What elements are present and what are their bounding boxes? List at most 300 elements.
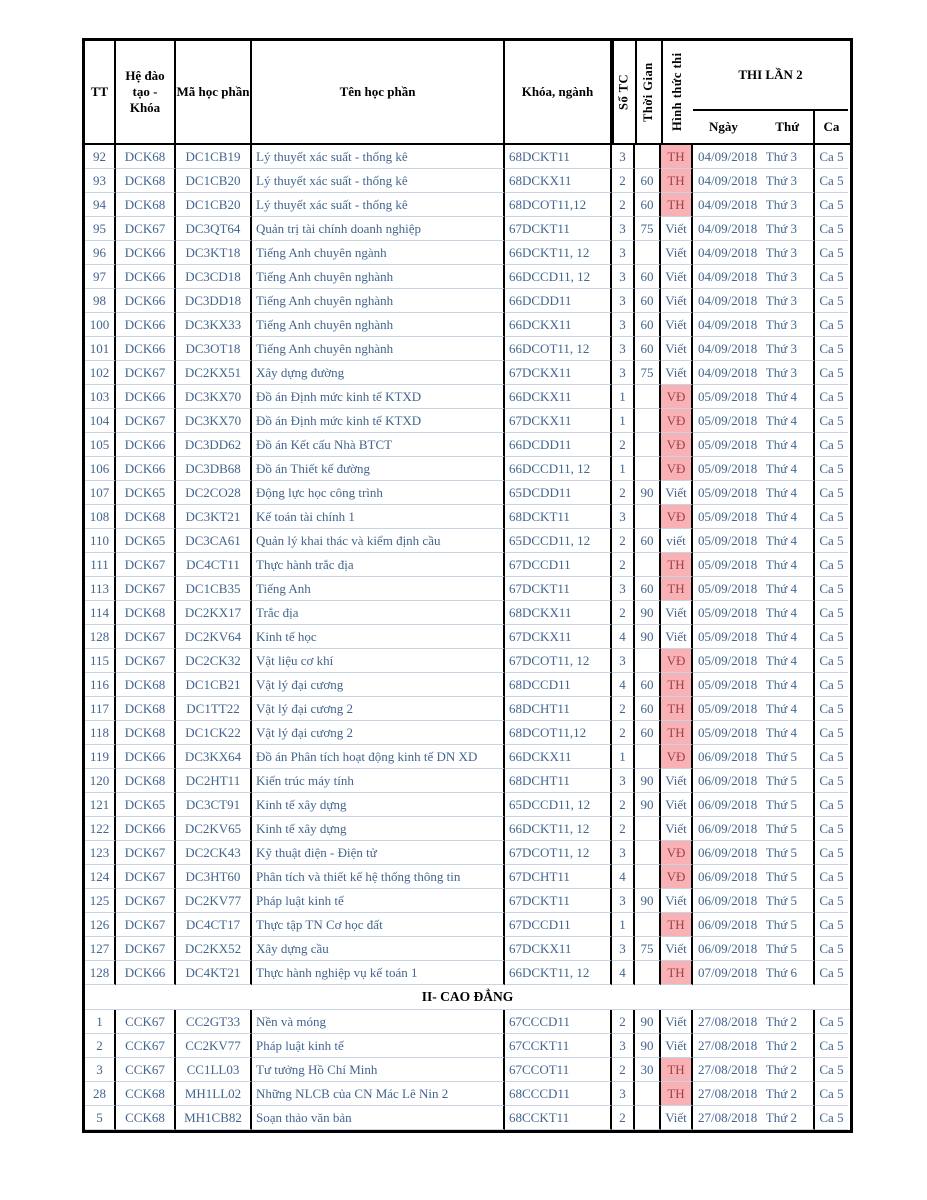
row-thu: Thứ 5 [765, 748, 797, 764]
row-ma-hoc-phan: DC1CB20 [176, 169, 252, 193]
row-hinh-thuc-thi: TH [661, 913, 693, 937]
row-thu: Thứ 3 [765, 316, 797, 332]
row-he-dao-tao: DCK65 [116, 529, 176, 553]
row-khoa-nganh: 68DCOT11,12 [505, 193, 612, 217]
row-thu: Thứ 4 [765, 532, 797, 548]
table-row [85, 793, 850, 817]
row-ngay-thu [693, 241, 815, 265]
row-so-tc: 3 [612, 841, 635, 865]
row-khoa-nganh: 68CCCD11 [505, 1082, 612, 1106]
row-ca: Ca 5 [815, 265, 848, 289]
row-ca: Ca 5 [815, 433, 848, 457]
row-khoa-nganh: 66DCDD11 [505, 433, 612, 457]
row-thu: Thứ 5 [765, 916, 797, 932]
row-khoa-nganh: 68DCOT11,12 [505, 721, 612, 745]
row-thoi-gian: 75 [635, 361, 661, 385]
row-thu: Thứ 4 [765, 556, 797, 572]
row-ngay-thu [693, 217, 815, 241]
row-tt: 96 [85, 241, 116, 265]
row-ngay: 04/09/2018 [698, 196, 758, 212]
row-ten-hoc-phan: Kinh tế xây dựng [252, 793, 505, 817]
row-ca: Ca 5 [815, 169, 848, 193]
table-row [85, 433, 850, 457]
row-ngay-thu [693, 289, 815, 313]
row-ma-hoc-phan: DC1CK22 [176, 721, 252, 745]
row-he-dao-tao: DCK67 [116, 649, 176, 673]
row-hinh-thuc-thi: VĐ [661, 385, 693, 409]
table-body [85, 145, 850, 1130]
row-hinh-thuc-thi: Viết [661, 937, 693, 961]
row-ngay-thu [693, 1058, 815, 1082]
row-hinh-thuc-thi: TH [661, 145, 693, 169]
row-so-tc: 4 [612, 673, 635, 697]
row-so-tc: 3 [612, 265, 635, 289]
row-thoi-gian: 90 [635, 625, 661, 649]
row-tt: 113 [85, 577, 116, 601]
row-ngay: 05/09/2018 [698, 556, 758, 572]
header-ca: Ca [823, 118, 840, 134]
row-so-tc: 1 [612, 385, 635, 409]
row-ngay-thu [693, 625, 815, 649]
row-tt: 124 [85, 865, 116, 889]
row-so-tc: 3 [612, 937, 635, 961]
row-so-tc: 2 [612, 1010, 635, 1034]
row-ngay-thu [693, 145, 815, 169]
row-khoa-nganh: 68DCHT11 [505, 697, 612, 721]
row-khoa-nganh: 67DCCD11 [505, 553, 612, 577]
row-thoi-gian [635, 649, 661, 673]
row-ngay-thu [693, 529, 815, 553]
row-ca: Ca 5 [815, 1106, 848, 1130]
row-khoa-nganh: 65DCDD11 [505, 481, 612, 505]
row-hinh-thuc-thi: VĐ [661, 745, 693, 769]
row-thoi-gian: 75 [635, 217, 661, 241]
row-hinh-thuc-thi: TH [661, 553, 693, 577]
row-he-dao-tao: DCK67 [116, 577, 176, 601]
row-so-tc: 4 [612, 865, 635, 889]
row-tt: 105 [85, 433, 116, 457]
row-ma-hoc-phan: DC2KV64 [176, 625, 252, 649]
row-ngay-thu [693, 961, 815, 985]
row-so-tc: 3 [612, 361, 635, 385]
row-thu: Thứ 4 [765, 388, 797, 404]
row-ngay: 05/09/2018 [698, 388, 758, 404]
table-row [85, 577, 850, 601]
row-thu: Thứ 4 [765, 484, 797, 500]
row-he-dao-tao: DCK68 [116, 505, 176, 529]
table-row [85, 649, 850, 673]
row-thoi-gian [635, 817, 661, 841]
row-ngay: 04/09/2018 [698, 316, 758, 332]
row-tt: 119 [85, 745, 116, 769]
row-thoi-gian [635, 745, 661, 769]
row-ngay: 06/09/2018 [698, 892, 758, 908]
row-thu: Thứ 4 [765, 436, 797, 452]
row-he-dao-tao: DCK67 [116, 361, 176, 385]
row-ca: Ca 5 [815, 505, 848, 529]
table-row [85, 481, 850, 505]
header-ngay-thu [693, 111, 815, 143]
row-tt: 2 [85, 1034, 116, 1058]
row-khoa-nganh: 67DCCD11 [505, 913, 612, 937]
row-ca: Ca 5 [815, 793, 848, 817]
row-ngay: 27/08/2018 [698, 1061, 758, 1077]
row-thu: Thứ 4 [765, 412, 797, 428]
row-he-dao-tao: CCK67 [116, 1058, 176, 1082]
row-ngay: 06/09/2018 [698, 868, 758, 884]
row-ngay-thu [693, 1106, 815, 1130]
row-ten-hoc-phan: Vật lý đại cương [252, 673, 505, 697]
row-so-tc: 2 [612, 817, 635, 841]
row-so-tc: 1 [612, 913, 635, 937]
row-ngay-thu [693, 505, 815, 529]
row-khoa-nganh: 67DCKX11 [505, 937, 612, 961]
row-so-tc: 3 [612, 577, 635, 601]
row-tt: 121 [85, 793, 116, 817]
row-tt: 116 [85, 673, 116, 697]
row-thoi-gian: 60 [635, 673, 661, 697]
row-he-dao-tao: DCK68 [116, 601, 176, 625]
row-ma-hoc-phan: DC3KT21 [176, 505, 252, 529]
row-ten-hoc-phan: Trắc địa [252, 601, 505, 625]
row-ngay: 05/09/2018 [698, 700, 758, 716]
row-khoa-nganh: 68DCCD11 [505, 673, 612, 697]
row-ten-hoc-phan: Tiếng Anh chuyên nghành [252, 337, 505, 361]
row-khoa-nganh: 66DCKX11 [505, 385, 612, 409]
row-ma-hoc-phan: DC3QT64 [176, 217, 252, 241]
row-ma-hoc-phan: DC3CD18 [176, 265, 252, 289]
header-ngay: Ngày [709, 118, 738, 134]
table-row [85, 193, 850, 217]
row-ngay-thu [693, 817, 815, 841]
row-ngay-thu [693, 265, 815, 289]
row-ngay-thu [693, 361, 815, 385]
row-thu: Thứ 4 [765, 580, 797, 596]
row-ngay: 05/09/2018 [698, 580, 758, 596]
row-thoi-gian: 90 [635, 793, 661, 817]
row-tt: 101 [85, 337, 116, 361]
row-ngay-thu [693, 313, 815, 337]
row-ma-hoc-phan: DC2KX17 [176, 601, 252, 625]
row-thoi-gian [635, 385, 661, 409]
row-khoa-nganh: 65DCCD11, 12 [505, 793, 612, 817]
table-row [85, 241, 850, 265]
row-tt: 128 [85, 961, 116, 985]
row-ngay-thu [693, 577, 815, 601]
row-ngay-thu [693, 1082, 815, 1106]
row-ten-hoc-phan: Thực hành trắc địa [252, 553, 505, 577]
row-ca: Ca 5 [815, 145, 848, 169]
row-thu: Thứ 4 [765, 460, 797, 476]
header-ma-hoc-phan: Mã học phần [176, 41, 252, 143]
row-ten-hoc-phan: Quản trị tài chính doanh nghiệp [252, 217, 505, 241]
row-ca: Ca 5 [815, 769, 848, 793]
row-hinh-thuc-thi: TH [661, 1082, 693, 1106]
row-ngay: 05/09/2018 [698, 412, 758, 428]
row-ngay-thu [693, 457, 815, 481]
row-khoa-nganh: 66DCCD11, 12 [505, 265, 612, 289]
row-ngay-thu [693, 649, 815, 673]
row-thu: Thứ 5 [765, 772, 797, 788]
row-thoi-gian: 60 [635, 697, 661, 721]
row-he-dao-tao: DCK67 [116, 553, 176, 577]
row-ma-hoc-phan: DC3OT18 [176, 337, 252, 361]
header-khoa-nganh: Khóa, ngành [505, 41, 612, 143]
row-hinh-thuc-thi: VĐ [661, 409, 693, 433]
row-thoi-gian: 60 [635, 169, 661, 193]
row-he-dao-tao: DCK68 [116, 673, 176, 697]
row-khoa-nganh: 67CCCD11 [505, 1010, 612, 1034]
row-he-dao-tao: DCK67 [116, 889, 176, 913]
row-so-tc: 2 [612, 529, 635, 553]
row-thu: Thứ 4 [765, 604, 797, 620]
row-he-dao-tao: DCK68 [116, 169, 176, 193]
row-so-tc: 2 [612, 1058, 635, 1082]
table-row [85, 265, 850, 289]
row-tt: 108 [85, 505, 116, 529]
row-ten-hoc-phan: Tư tưởng Hồ Chí Minh [252, 1058, 505, 1082]
row-khoa-nganh: 66DCKX11 [505, 313, 612, 337]
row-ten-hoc-phan: Pháp luật kinh tế [252, 1034, 505, 1058]
row-thu: Thứ 4 [765, 508, 797, 524]
row-he-dao-tao: DCK68 [116, 769, 176, 793]
row-ca: Ca 5 [815, 913, 848, 937]
row-so-tc: 2 [612, 793, 635, 817]
section-header-row [85, 985, 850, 1010]
row-tt: 125 [85, 889, 116, 913]
row-khoa-nganh: 65DCCD11, 12 [505, 529, 612, 553]
row-thoi-gian: 60 [635, 289, 661, 313]
row-so-tc: 3 [612, 145, 635, 169]
row-tt: 128 [85, 625, 116, 649]
table-row [85, 913, 850, 937]
row-ngay-thu [693, 745, 815, 769]
row-he-dao-tao: DCK66 [116, 313, 176, 337]
row-hinh-thuc-thi: Viết [661, 817, 693, 841]
row-ngay: 05/09/2018 [698, 604, 758, 620]
row-ma-hoc-phan: DC3KT18 [176, 241, 252, 265]
row-ngay-thu [693, 769, 815, 793]
row-ngay: 27/08/2018 [698, 1085, 758, 1101]
row-ca: Ca 5 [815, 625, 848, 649]
row-khoa-nganh: 68CCKT11 [505, 1106, 612, 1130]
row-tt: 95 [85, 217, 116, 241]
row-he-dao-tao: DCK67 [116, 865, 176, 889]
row-ten-hoc-phan: Lý thuyết xác suất - thống kê [252, 193, 505, 217]
row-ten-hoc-phan: Tiếng Anh [252, 577, 505, 601]
row-thoi-gian: 60 [635, 265, 661, 289]
row-hinh-thuc-thi: Viết [661, 313, 693, 337]
row-tt: 97 [85, 265, 116, 289]
row-hinh-thuc-thi: Viết [661, 769, 693, 793]
table-row [85, 865, 850, 889]
row-hinh-thuc-thi: VĐ [661, 505, 693, 529]
row-tt: 104 [85, 409, 116, 433]
row-tt: 110 [85, 529, 116, 553]
row-ngay: 05/09/2018 [698, 628, 758, 644]
row-he-dao-tao: DCK68 [116, 697, 176, 721]
row-ca: Ca 5 [815, 289, 848, 313]
row-thu: Thứ 3 [765, 172, 797, 188]
row-hinh-thuc-thi: TH [661, 721, 693, 745]
row-tt: 92 [85, 145, 116, 169]
row-he-dao-tao: DCK66 [116, 241, 176, 265]
table-row [85, 673, 850, 697]
row-khoa-nganh: 67CCOT11 [505, 1058, 612, 1082]
row-so-tc: 3 [612, 769, 635, 793]
row-ca: Ca 5 [815, 1082, 848, 1106]
row-ngay: 04/09/2018 [698, 148, 758, 164]
row-hinh-thuc-thi: VĐ [661, 433, 693, 457]
row-he-dao-tao: DCK68 [116, 193, 176, 217]
row-tt: 106 [85, 457, 116, 481]
row-ma-hoc-phan: DC3KX33 [176, 313, 252, 337]
row-ten-hoc-phan: Soạn thảo văn bản [252, 1106, 505, 1130]
row-ca: Ca 5 [815, 577, 848, 601]
row-ma-hoc-phan: DC3HT60 [176, 865, 252, 889]
row-ngay: 05/09/2018 [698, 532, 758, 548]
row-ca: Ca 5 [815, 601, 848, 625]
table-row [85, 769, 850, 793]
row-tt: 115 [85, 649, 116, 673]
row-ca: Ca 5 [815, 337, 848, 361]
row-ngay: 04/09/2018 [698, 340, 758, 356]
row-thu: Thứ 4 [765, 652, 797, 668]
row-thoi-gian: 90 [635, 481, 661, 505]
row-ngay-thu [693, 697, 815, 721]
header-thi-lan-2: THI LẦN 2 [693, 41, 848, 111]
row-he-dao-tao: DCK67 [116, 913, 176, 937]
row-hinh-thuc-thi: TH [661, 193, 693, 217]
row-khoa-nganh: 66DCDD11 [505, 289, 612, 313]
row-ma-hoc-phan: CC2KV77 [176, 1034, 252, 1058]
row-thu: Thứ 5 [765, 844, 797, 860]
table-row [85, 841, 850, 865]
row-so-tc: 2 [612, 481, 635, 505]
row-hinh-thuc-thi: Viết [661, 625, 693, 649]
row-ngay: 06/09/2018 [698, 820, 758, 836]
row-ca: Ca 5 [815, 529, 848, 553]
table-row [85, 817, 850, 841]
row-tt: 103 [85, 385, 116, 409]
row-tt: 28 [85, 1082, 116, 1106]
row-thu: Thứ 3 [765, 148, 797, 164]
row-ca: Ca 5 [815, 745, 848, 769]
row-so-tc: 1 [612, 457, 635, 481]
row-khoa-nganh: 68DCKX11 [505, 169, 612, 193]
row-ca: Ca 5 [815, 817, 848, 841]
row-so-tc: 3 [612, 217, 635, 241]
row-khoa-nganh: 67DCKX11 [505, 409, 612, 433]
row-ten-hoc-phan: Động lực học công trình [252, 481, 505, 505]
row-ma-hoc-phan: CC1LL03 [176, 1058, 252, 1082]
row-he-dao-tao: DCK67 [116, 217, 176, 241]
row-thoi-gian: 90 [635, 1010, 661, 1034]
row-so-tc: 2 [612, 169, 635, 193]
row-ca: Ca 5 [815, 481, 848, 505]
table-row [85, 145, 850, 169]
row-ca: Ca 5 [815, 649, 848, 673]
row-ten-hoc-phan: Lý thuyết xác suất - thống kê [252, 145, 505, 169]
row-ten-hoc-phan: Phân tích và thiết kế hệ thống thông tin [252, 865, 505, 889]
table-row [85, 1058, 850, 1082]
row-thu: Thứ 3 [765, 268, 797, 284]
row-thu: Thứ 2 [765, 1037, 797, 1053]
row-he-dao-tao: DCK66 [116, 745, 176, 769]
row-ma-hoc-phan: DC2KV65 [176, 817, 252, 841]
row-ca: Ca 5 [815, 961, 848, 985]
row-ma-hoc-phan: DC1TT22 [176, 697, 252, 721]
row-ten-hoc-phan: Những NLCB của CN Mác Lê Nin 2 [252, 1082, 505, 1106]
row-he-dao-tao: DCK66 [116, 265, 176, 289]
row-he-dao-tao: DCK68 [116, 721, 176, 745]
row-thoi-gian [635, 1106, 661, 1130]
table-row [85, 1034, 850, 1058]
row-khoa-nganh: 67CCKT11 [505, 1034, 612, 1058]
row-tt: 120 [85, 769, 116, 793]
row-hinh-thuc-thi: Viết [661, 481, 693, 505]
row-so-tc: 2 [612, 601, 635, 625]
row-khoa-nganh: 67DCOT11, 12 [505, 841, 612, 865]
row-thoi-gian: 60 [635, 193, 661, 217]
row-khoa-nganh: 66DCOT11, 12 [505, 337, 612, 361]
row-thu: Thứ 3 [765, 244, 797, 260]
header-thoi-gian: Thời Gian [635, 41, 661, 143]
row-hinh-thuc-thi: Viết [661, 361, 693, 385]
row-hinh-thuc-thi: Viết [661, 337, 693, 361]
row-tt: 123 [85, 841, 116, 865]
row-so-tc: 2 [612, 697, 635, 721]
row-tt: 111 [85, 553, 116, 577]
row-so-tc: 3 [612, 505, 635, 529]
row-ca: Ca 5 [815, 697, 848, 721]
row-ma-hoc-phan: DC2HT11 [176, 769, 252, 793]
row-ma-hoc-phan: DC3KX70 [176, 409, 252, 433]
row-he-dao-tao: DCK65 [116, 481, 176, 505]
table-row [85, 553, 850, 577]
row-ma-hoc-phan: DC1CB20 [176, 193, 252, 217]
row-ngay-thu [693, 865, 815, 889]
row-ten-hoc-phan: Lý thuyết xác suất - thống kê [252, 169, 505, 193]
row-he-dao-tao: DCK67 [116, 625, 176, 649]
row-thu: Thứ 2 [765, 1013, 797, 1029]
row-thoi-gian: 90 [635, 889, 661, 913]
row-ca: Ca 5 [815, 217, 848, 241]
row-ngay: 27/08/2018 [698, 1109, 758, 1125]
row-hinh-thuc-thi: Viết [661, 793, 693, 817]
row-so-tc: 2 [612, 433, 635, 457]
row-hinh-thuc-thi: TH [661, 673, 693, 697]
row-he-dao-tao: DCK66 [116, 433, 176, 457]
row-so-tc: 2 [612, 193, 635, 217]
row-ca: Ca 5 [815, 241, 848, 265]
row-ngay: 06/09/2018 [698, 844, 758, 860]
row-hinh-thuc-thi: VĐ [661, 841, 693, 865]
table-row [85, 361, 850, 385]
row-ngay-thu [693, 721, 815, 745]
row-ngay-thu [693, 169, 815, 193]
row-ngay-thu [693, 409, 815, 433]
row-ca: Ca 5 [815, 457, 848, 481]
table-row [85, 385, 850, 409]
row-ten-hoc-phan: Kỹ thuật điện - Điện tử [252, 841, 505, 865]
row-ca: Ca 5 [815, 865, 848, 889]
row-so-tc: 3 [612, 649, 635, 673]
row-tt: 114 [85, 601, 116, 625]
row-thu: Thứ 5 [765, 892, 797, 908]
row-so-tc: 3 [612, 241, 635, 265]
row-ngay: 05/09/2018 [698, 484, 758, 500]
